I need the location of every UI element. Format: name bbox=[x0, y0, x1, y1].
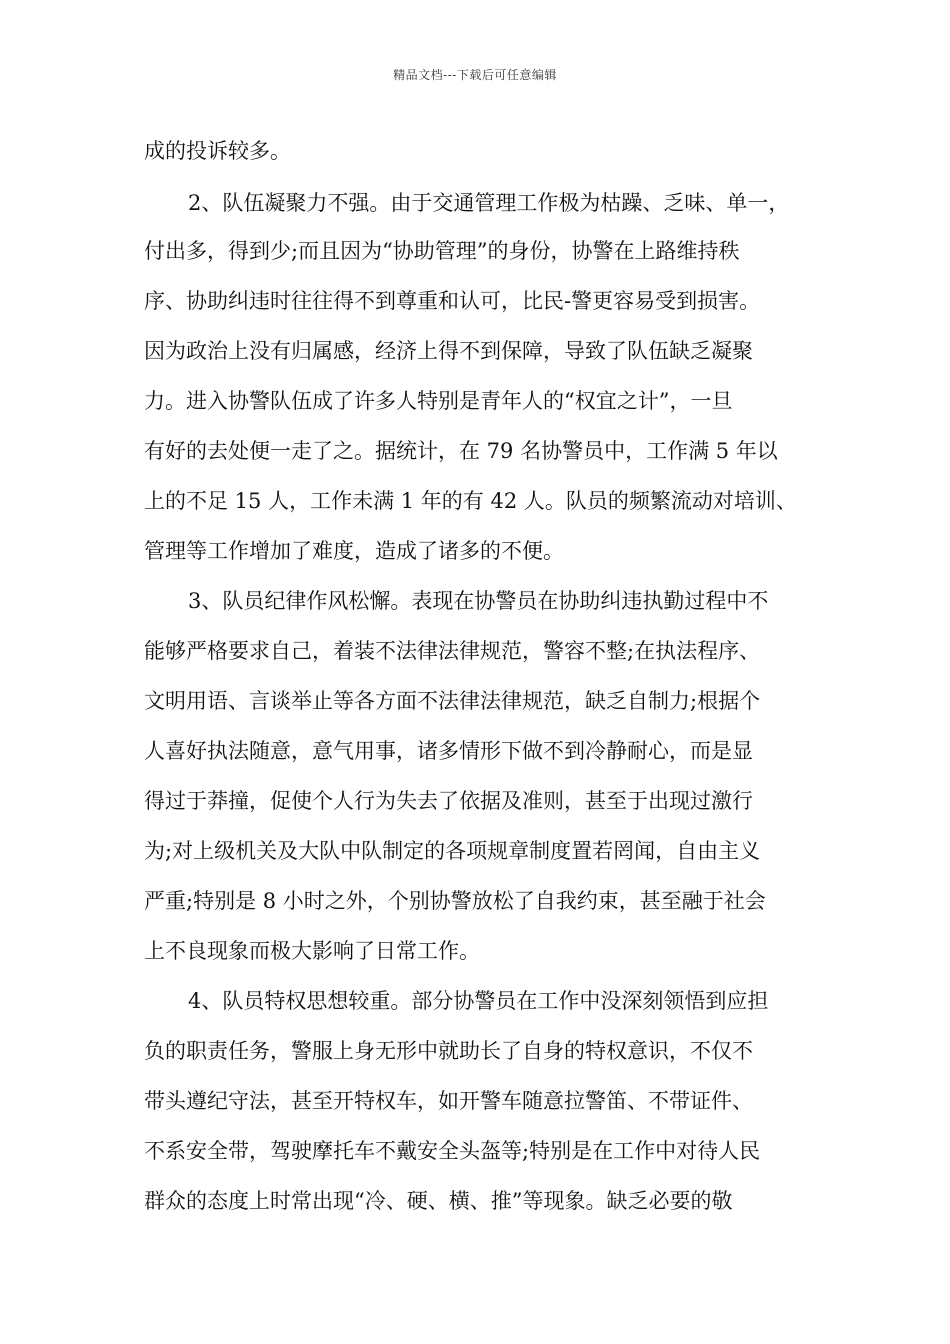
text-line: 严重;特别是 8 小时之外，个别协警放松了自我约束，甚至融于社会 bbox=[144, 889, 766, 913]
text-line: 成的投诉较多。 bbox=[144, 139, 291, 163]
text-line: 序、协助纠违时往往得不到尊重和认可，比民-警更容易受到损害。 bbox=[144, 289, 761, 313]
text-line: 群众的态度上时常出现“冷、硬、横、推”等现象。缺乏必要的敬 bbox=[144, 1189, 733, 1213]
text-line: 人喜好执法随意，意气用事，诸多情形下做不到冷静耐心，而是显 bbox=[144, 739, 753, 763]
page-header: 精品文档---下载后可任意编辑 bbox=[393, 68, 557, 82]
text-line: 得过于莽撞，促使个人行为失去了依据及准则，甚至于出现过激行 bbox=[144, 789, 753, 813]
paragraph-2-start: 2、队伍凝聚力不强。由于交通管理工作极为枯躁、乏味、单一， bbox=[188, 191, 790, 215]
text-line: 因为政治上没有归属感，经济上得不到保障，导致了队伍缺乏凝聚 bbox=[144, 339, 753, 363]
text-line: 力。进入协警队伍成了许多人特别是青年人的“权宜之计”，一旦 bbox=[144, 389, 733, 413]
text-line: 文明用语、言谈举止等各方面不法律法律规范，缺乏自制力;根据个 bbox=[144, 689, 761, 713]
text-line: 为;对上级机关及大队中队制定的各项规章制度置若罔闻，自由主义 bbox=[144, 839, 761, 863]
text-line: 上不良现象而极大影响了日常工作。 bbox=[144, 939, 480, 963]
paragraph-3-start: 3、队员纪律作风松懈。表现在协警员在协助纠违执勤过程中不 bbox=[188, 589, 769, 613]
text-line: 带头遵纪守法，甚至开特权车，如开警车随意拉警笛、不带证件、 bbox=[144, 1089, 753, 1113]
text-line: 上的不足 15 人，工作未满 1 年的有 42 人。队员的频繁流动对培训、 bbox=[144, 489, 797, 513]
text-line: 不系安全带，驾驶摩托车不戴安全头盔等;特别是在工作中对待人民 bbox=[144, 1139, 761, 1163]
text-line: 能够严格要求自己，着装不法律法律规范，警容不整;在执法程序、 bbox=[144, 639, 761, 663]
text-line: 有好的去处便一走了之。据统计，在 79 名协警员中，工作满 5 年以 bbox=[144, 439, 778, 463]
text-line: 管理等工作增加了难度，造成了诸多的不便。 bbox=[144, 539, 564, 563]
paragraph-4-start: 4、队员特权思想较重。部分协警员在工作中没深刻领悟到应担 bbox=[188, 989, 769, 1013]
text-line: 付出多，得到少;而且因为“协助管理”的身份，协警在上路维持秩 bbox=[144, 239, 740, 263]
text-line: 负的职责任务，警服上身无形中就助长了自身的特权意识，不仅不 bbox=[144, 1039, 753, 1063]
